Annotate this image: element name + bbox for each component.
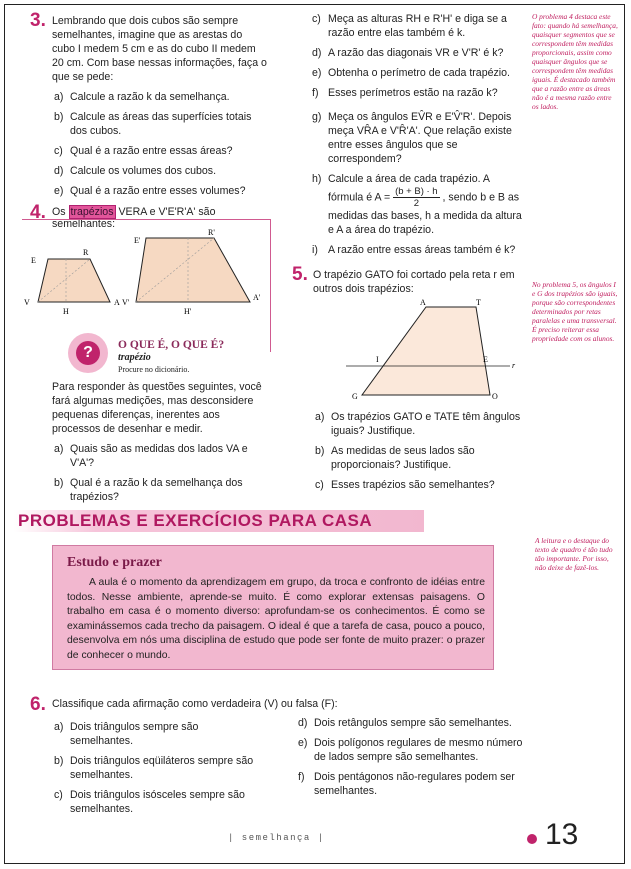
q3-items	[52, 90, 267, 198]
sidebar-note-1: O problema 4 destaca este fato: quando há semelhança, quaisquer segmentos que se correspondem têm medidas proporcionais, assim como quaisquer ângulos que se correspondem têm medidas iguais. É destacado também que a razão entre as áreas não é a mesma razão entre os lados.	[532, 12, 618, 111]
study-box	[52, 545, 494, 670]
page-number: 13	[545, 818, 579, 851]
list-item: a) Dois triângulos sempre são semelhantes.	[54, 721, 199, 747]
q4-items-continued	[310, 12, 526, 257]
sidebar-note-2: No problema 5, os ângulos I e G dos trapézios são iguais, porque são correspondentes determinados por retas paralelas e uma transversal. É preciso reiterar essa propriedade com os alunos.	[532, 280, 618, 343]
list-item: i) A razão entre essas áreas também é k?	[312, 244, 516, 256]
list-item: c) Esses trapézios são semelhantes?	[315, 479, 495, 491]
list-item: a) Os trapézios GATO e TATE têm ângulos iguais? Justifique.	[315, 411, 521, 437]
list-item: f) Esses perímetros estão na razão k?	[312, 87, 498, 99]
list-item: c) Qual é a razão entre essas áreas?	[54, 145, 233, 157]
sidebar-note-3: A leitura e o destaque do texto de quadro é tão tudo tão importante. Por isso, não deixe de fazê-los.	[535, 536, 613, 572]
list-item: a) Calcule a razão k da semelhança.	[54, 91, 230, 103]
label-H: H	[63, 307, 69, 316]
q6-right	[296, 716, 528, 804]
list-item: d) Dois retângulos sempre são semelhantes.	[298, 717, 512, 729]
q4-pre: Os	[52, 206, 66, 218]
list-item: c) Meça as alturas RH e R'H' e diga se a razão entre elas também é k.	[312, 13, 507, 39]
trapezoid-figure	[18, 226, 270, 322]
svg-text:A: A	[420, 298, 426, 307]
quiz-hint: Procure no dicionário.	[118, 365, 190, 374]
q6-left-items	[52, 720, 262, 816]
q5-number: 5.	[292, 264, 308, 285]
list-item: e) Qual é a razão entre esses volumes?	[54, 185, 246, 197]
question-mark-icon: ?	[76, 341, 100, 365]
q6-number: 6.	[30, 694, 46, 715]
svg-text:T: T	[476, 298, 481, 307]
q3-number: 3.	[30, 10, 46, 31]
label-A-prime: A'	[253, 293, 261, 302]
label-A: A	[114, 298, 120, 307]
area-formula-fraction: $\frac{(b + B) \cdot h}{2}$	[395, 186, 438, 209]
quiz-title: O QUE É, O QUE É?	[118, 339, 225, 351]
list-item: f) Dois pentágonos não-regulares podem ser semelhantes.	[298, 771, 515, 797]
list-item: a) Quais são as medidas dos lados VA e V'A'?	[54, 443, 248, 469]
q6-right-items	[296, 716, 528, 798]
svg-text:G: G	[352, 392, 358, 401]
q3-block	[52, 14, 267, 204]
label-E-prime: E'	[134, 236, 141, 245]
list-item: g) Meça os ângulos EV̂R e E'V̂'R'. Depois meça VR̂A e V'R̂'A'. Que relação existe entre esses ângulos que se correspondem?	[312, 111, 512, 165]
list-item: d) A razão das diagonais VR e V'R' é k?	[312, 47, 504, 59]
list-item: e) Dois polígonos regulares de mesmo número de lados sempre são semelhantes.	[298, 737, 523, 763]
label-V-prime: V'	[122, 298, 130, 307]
q6-text: Classifique cada afirmação como verdadeira (V) ou falsa (F):	[52, 698, 338, 710]
quiz-word: trapézio	[118, 352, 151, 363]
list-item: c) Dois triângulos isósceles sempre são semelhantes.	[54, 789, 245, 815]
gato-shape	[362, 307, 490, 395]
list-item: b) Dois triângulos eqüiláteros sempre são semelhantes.	[54, 755, 254, 781]
q6-left	[52, 720, 262, 822]
list-item: b) Qual é a razão k da semelhança dos trapézios?	[54, 477, 243, 503]
section-title: PROBLEMAS E EXERCÍCIOS PARA CASA	[18, 511, 373, 530]
q5-items	[313, 410, 528, 492]
list-item: e) Obtenha o perímetro de cada trapézio.	[312, 67, 510, 79]
q3-text: Lembrando que dois cubos são sempre semelhantes, imagine que as arestas do cubo I medem 5 cm e as do cubo II medem 20 cm. Com base nessas informações, faça o que se pede:	[52, 15, 267, 83]
label-V: V	[24, 298, 30, 307]
gato-trapezoid-figure	[340, 298, 520, 402]
svg-text:E: E	[483, 355, 488, 364]
q4-continued	[310, 12, 526, 263]
svg-text:O: O	[492, 392, 498, 401]
q4-items	[52, 442, 266, 504]
footer-section: | semelhança |	[228, 833, 325, 843]
page-dot-icon	[527, 834, 537, 844]
q4-highlight-word: trapézios	[70, 206, 114, 218]
svg-text:I: I	[376, 355, 379, 364]
q4-text: Para responder às questões seguintes, você fará algumas medições, mas desconsidere pequenas diferenças, inerentes aos processos de desenhar e medir.	[52, 381, 262, 435]
svg-text:r: r	[512, 361, 516, 370]
list-item: b) As medidas de seus lados são proporcionais? Justifique.	[315, 445, 475, 471]
q5-items-block	[313, 410, 528, 498]
small-trapezoid-shape	[38, 259, 110, 302]
list-item: d) Calcule os volumes dos cubos.	[54, 165, 217, 177]
study-text: A aula é o momento da aprendizagem em grupo, da troca e confronto de idéias entre todos. Nesse ambiente, aprende-se muito. É como explorar extensas paisagens. O trabalho em casa é o momento diverso: aprofundam-se os conhecimentos. É como se examinássemos cada trecho da paisagem. O ideal é que a tarefa de casa, pouco a pouco, desenvolva em nós uma disciplina de estudo que pode ser fonte de muito prazer: o prazer de conhecer o mundo.	[67, 577, 485, 661]
q4-block	[52, 380, 266, 510]
study-title: Estudo e prazer	[67, 555, 162, 570]
label-H-prime: H'	[184, 307, 192, 316]
q4-number: 4.	[30, 202, 46, 223]
q4-post: VERA e V'E'R'A' são semelhantes:	[52, 206, 216, 230]
label-R: R	[83, 248, 89, 257]
q5-block	[313, 268, 528, 296]
large-trapezoid-shape	[136, 238, 250, 302]
label-E: E	[31, 256, 36, 265]
quiz-badge	[68, 333, 108, 373]
list-item: b) Calcule as áreas das superfícies totais dos cubos.	[54, 111, 252, 137]
list-item-formula: h) Calcule a área de cada trapézio. A fórmula é A = $\frac{(b + B) \cdot h}{2}$ , sendo b e B as medidas das bases, h a medida da altura e A a área do trapézio.	[312, 173, 522, 236]
q5-text: O trapézio GATO foi cortado pela reta r em outros dois trapézios:	[313, 269, 515, 295]
label-R-prime: R'	[208, 228, 215, 237]
